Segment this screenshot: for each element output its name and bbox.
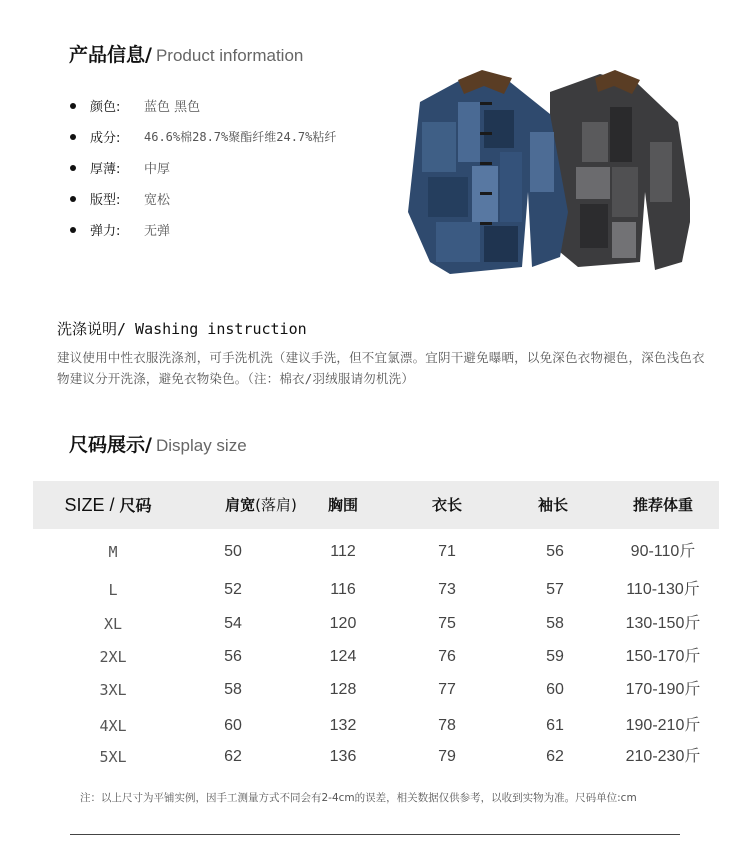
cell-weight: 210-230斤 (625, 748, 701, 765)
cell-shoulder: 58 (224, 681, 242, 698)
cell-shoulder: 54 (224, 615, 242, 632)
cell-sleeve: 61 (546, 717, 564, 734)
header-length: 衣长 (431, 496, 462, 514)
cell-size: L (108, 581, 118, 599)
cell-weight: 110-130斤 (626, 581, 700, 598)
product-image (400, 62, 690, 277)
table-row (33, 537, 719, 567)
cell-weight: 130-150斤 (625, 615, 701, 632)
cell-size: M (108, 543, 118, 561)
bullet-icon (70, 165, 76, 171)
bullet-icon (70, 227, 76, 233)
cell-size: 3XL (99, 681, 127, 699)
header-shoulder-sub: (落肩) (255, 496, 297, 514)
attr-value: 蓝色 黑色 (144, 100, 201, 115)
cell-sleeve: 62 (546, 748, 564, 765)
cell-size: 4XL (99, 717, 127, 735)
header-sleeve: 袖长 (537, 496, 568, 514)
cell-length: 79 (438, 748, 456, 765)
cell-chest: 120 (329, 615, 357, 632)
cell-weight: 150-170斤 (625, 648, 701, 665)
cell-length: 75 (438, 615, 456, 632)
header-size-en: SIZE / (64, 495, 120, 515)
attr-value: 中厚 (144, 162, 171, 177)
cell-length: 73 (438, 581, 456, 598)
attr-key: 版型: (90, 193, 121, 208)
size-table-header (33, 481, 719, 529)
product-info-title (69, 40, 303, 67)
washing-title: 洗涤说明/ Washing instruction (57, 320, 307, 338)
cell-shoulder: 62 (224, 748, 242, 765)
header-shoulder-label: 肩宽 (225, 496, 256, 514)
attr-key: 厚薄: (90, 162, 121, 177)
cell-weight: 190-210斤 (625, 717, 701, 734)
blue-jacket (408, 70, 568, 274)
bullet-icon (70, 196, 76, 202)
cell-shoulder: 56 (224, 648, 242, 665)
cell-chest: 136 (329, 748, 357, 765)
measurement-note: 注：以上尺寸为平铺实例，因手工测量方式不同会有2-4cm的误差，相关数据仅供参考，以收到实物为准。尺码单位:cm (80, 792, 637, 804)
cell-chest: 116 (330, 581, 356, 598)
display-size-title (69, 430, 247, 457)
cell-chest: 132 (329, 717, 357, 734)
attr-thickness (70, 152, 336, 183)
cell-shoulder: 50 (224, 543, 242, 560)
attr-value: 无弹 (144, 224, 171, 239)
display-size-title-en: Display size (155, 436, 247, 455)
cell-length: 77 (438, 681, 456, 698)
cell-sleeve: 56 (546, 543, 564, 560)
product-info-title-zh: 产品信息/ (69, 44, 152, 66)
cell-sleeve: 59 (546, 648, 564, 665)
table-row (33, 711, 719, 741)
cell-length: 78 (438, 717, 456, 734)
cell-shoulder: 52 (224, 581, 242, 598)
attr-value: 46.6%棉28.7%聚酯纤维24.7%粘纤 (144, 130, 337, 144)
bullet-icon (70, 103, 76, 109)
table-row (33, 575, 719, 605)
cell-size: 2XL (99, 648, 127, 666)
cell-chest: 124 (329, 648, 357, 665)
attr-color (70, 90, 336, 121)
attr-key: 颜色: (90, 100, 121, 115)
table-row (33, 609, 719, 639)
cell-shoulder: 60 (224, 717, 242, 734)
attr-elasticity (70, 214, 336, 245)
cell-size: XL (103, 615, 123, 633)
cell-length: 76 (438, 648, 456, 665)
cell-chest: 112 (330, 543, 356, 560)
header-chest: 胸围 (327, 496, 358, 514)
table-row (33, 675, 719, 705)
attr-composition (70, 121, 336, 152)
cell-length: 71 (438, 543, 456, 560)
black-jacket (550, 70, 690, 270)
header-shoulder (201, 481, 321, 529)
header-size (33, 481, 183, 529)
jacket-illustration (400, 62, 690, 277)
table-row (33, 742, 719, 772)
cell-weight: 90-110斤 (630, 543, 696, 560)
product-info-title-en: Product information (155, 46, 304, 65)
header-weight: 推荐体重 (632, 496, 693, 514)
washing-text: 建议使用中性衣服洗涤剂，可手洗机洗（建议手洗，但不宜氯漂。宜阴干避免曝晒，以免深色衣物褪色，深色浅色衣物建议分开洗涤，避免衣物染色。（注：棉衣/羽绒服请勿机洗） (57, 350, 705, 386)
attr-fit (70, 183, 336, 214)
attr-value: 宽松 (144, 193, 171, 208)
header-size-zh: 尺码 (119, 496, 152, 515)
attr-key: 弹力: (90, 224, 121, 239)
cell-chest: 128 (329, 681, 357, 698)
cell-sleeve: 58 (546, 615, 564, 632)
cell-weight: 170-190斤 (625, 681, 701, 698)
cell-size: 5XL (99, 748, 127, 766)
table-row (33, 642, 719, 672)
divider (70, 834, 680, 835)
display-size-title-zh: 尺码展示/ (69, 434, 152, 456)
attr-key: 成分: (90, 131, 121, 146)
product-attribute-list (70, 90, 336, 245)
cell-sleeve: 60 (546, 681, 564, 698)
bullet-icon (70, 134, 76, 140)
cell-sleeve: 57 (546, 581, 564, 598)
